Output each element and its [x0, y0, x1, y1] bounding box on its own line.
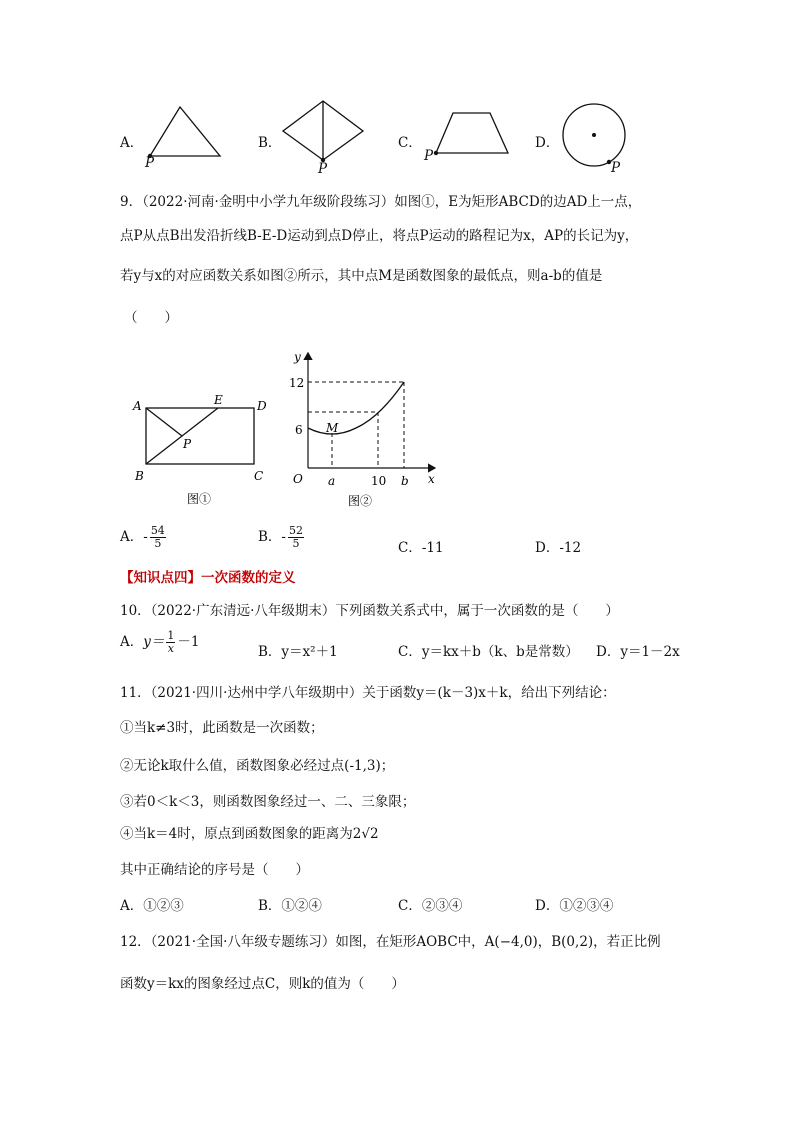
fig2-origin-label: O — [293, 472, 303, 486]
fig1-label-d: D — [257, 399, 267, 413]
q11-option-a-text: ①②③ — [143, 898, 184, 914]
q8-option-c-label[interactable]: C． — [398, 135, 422, 151]
fig1-label-c: C — [254, 469, 264, 483]
q11-question: 其中正确结论的序号是（ ） — [120, 862, 309, 878]
fig2-y-label: y — [294, 350, 301, 364]
q9-option-c-text: -11 — [421, 540, 444, 556]
fig2-tick-6: 6 — [295, 423, 303, 437]
q12-stem-line-2: 函数y＝kx的图象经过点C，则k的值为（ ） — [120, 976, 405, 992]
q11-option-b-text: ①②④ — [281, 898, 322, 914]
q9-option-d-letter: D． — [535, 540, 560, 556]
q11-option-c-letter: C． — [398, 898, 422, 914]
q11-option-c[interactable] — [398, 894, 462, 914]
q8-a-point-label: P — [145, 155, 155, 171]
q9-figure-1 — [130, 390, 270, 510]
q8-rhombus-figure — [278, 98, 373, 163]
q11-conclusion-1: ①当k≠3时，此函数是一次函数； — [120, 720, 324, 736]
q10-option-a-numerator: 1 — [167, 629, 175, 642]
q9-stem-line-2: 点P从点B出发沿折线B-E-D运动到点D停止，将点P运动的路程记为x，AP的长记为y， — [120, 228, 639, 244]
fig2-point-m: M — [326, 421, 339, 435]
q9-option-a-numerator: 54 — [150, 524, 165, 537]
q8-option-a-label[interactable]: A． — [120, 135, 144, 151]
fig2-curve — [308, 382, 404, 434]
q9-stem-line-1: 9．（2022·河南·金明中小学九年级阶段练习）如图①，E为矩形ABCD的边AD上一点， — [120, 194, 642, 210]
q9-option-d[interactable] — [535, 536, 581, 556]
q10-option-b[interactable] — [258, 640, 338, 660]
q9-option-b[interactable] — [258, 525, 306, 550]
q9-option-b-sign: - — [281, 529, 286, 545]
q9-option-a-fraction — [150, 525, 166, 550]
q9-option-b-denominator: 5 — [292, 537, 300, 550]
q10-stem: 10．（2022·广东清远·八年级期末）下列函数关系式中，属于一次函数的是（ ） — [120, 603, 619, 619]
q9-option-b-numerator: 52 — [288, 524, 303, 537]
fig2-tick-10: 10 — [371, 474, 387, 488]
q10-option-c[interactable] — [398, 640, 579, 660]
q11-option-d-letter: D． — [535, 898, 560, 914]
q10-option-a-tail: －1 — [177, 634, 200, 650]
q10-option-a[interactable] — [120, 630, 199, 655]
q9-option-a[interactable] — [120, 525, 168, 550]
q11-conclusion-2: ②无论k取什么值，函数图象必经过点(-1,3)； — [120, 758, 395, 774]
q10-option-b-letter: B． — [258, 644, 282, 660]
q10-option-c-text: y＝kx＋b（k、b是常数） — [421, 644, 579, 660]
q11-conclusion-4: ④当k＝4时，原点到函数图象的距离为2√2 — [120, 826, 379, 842]
q11-conclusion-3: ③若0＜k＜3，则函数图象经过一、二、三象限； — [120, 794, 416, 810]
q10-option-c-letter: C． — [398, 644, 422, 660]
fig1-caption: 图① — [187, 492, 212, 506]
section-heading-4: 【知识点四】一次函数的定义 — [120, 570, 296, 586]
fig2-caption: 图② — [348, 494, 373, 508]
q8-d-point-label: P — [611, 160, 621, 176]
q10-option-b-text: y＝x²＋1 — [281, 644, 338, 660]
q8-option-d-label[interactable]: D． — [535, 135, 560, 151]
fig1-label-a: A — [133, 399, 142, 413]
q8-b-point-label: P — [318, 161, 328, 177]
q9-answer-paren: （ ） — [124, 310, 178, 326]
q11-option-d[interactable] — [535, 894, 613, 914]
q10-option-d[interactable] — [596, 640, 680, 660]
q9-option-d-text: -12 — [559, 540, 582, 556]
q9-stem-line-3: 若y与x的对应函数关系如图②所示，其中点M是函数图象的最低点，则a-b的值是 — [120, 268, 603, 284]
q9-option-a-denominator: 5 — [154, 537, 162, 550]
q12-stem-line-1: 12．（2021·全国·八年级专题练习）如图，在矩形AOBC中，A(−4,0)，B(0,2)，若正比例 — [120, 934, 661, 950]
q8-option-b-label[interactable]: B． — [258, 135, 282, 151]
fig2-x-label: x — [428, 472, 435, 486]
q9-option-a-letter: A． — [120, 529, 144, 545]
q11-option-a-letter: A． — [120, 898, 144, 914]
fig1-label-p: P — [183, 437, 192, 451]
q10-option-a-denominator: x — [167, 642, 174, 655]
q11-option-d-text: ①②③④ — [559, 898, 614, 914]
q9-option-b-letter: B． — [258, 529, 282, 545]
q9-option-a-sign: - — [143, 529, 148, 545]
q8-c-point-label: P — [424, 148, 434, 164]
fig2-tick-b: b — [401, 474, 409, 488]
q11-option-b[interactable] — [258, 894, 322, 914]
fig1-label-b: B — [135, 469, 144, 483]
q9-option-c[interactable] — [398, 536, 444, 556]
q11-option-a[interactable] — [120, 894, 184, 914]
q9-figure-2 — [280, 345, 450, 515]
q11-option-c-text: ②③④ — [421, 898, 463, 914]
q11-stem: 11．（2021·四川·达州中学八年级期中）关于函数y＝(k－3)x＋k，给出下列结论： — [120, 685, 616, 701]
q8-trapezoid-figure — [428, 105, 518, 160]
fig1-label-e: E — [214, 393, 223, 407]
q10-option-d-text: y＝1－2x — [620, 644, 680, 660]
fig2-tick-12: 12 — [289, 376, 305, 390]
q9-option-b-fraction — [288, 525, 304, 550]
q10-option-a-letter: A． — [120, 634, 144, 650]
q11-option-b-letter: B． — [258, 898, 282, 914]
q10-option-a-lhs: y＝ — [143, 634, 165, 650]
q9-option-c-letter: C． — [398, 540, 422, 556]
q10-option-a-fraction — [166, 630, 175, 655]
fig2-tick-a: a — [328, 474, 336, 488]
q8-circle-figure — [558, 100, 633, 170]
q10-option-d-letter: D． — [596, 644, 621, 660]
